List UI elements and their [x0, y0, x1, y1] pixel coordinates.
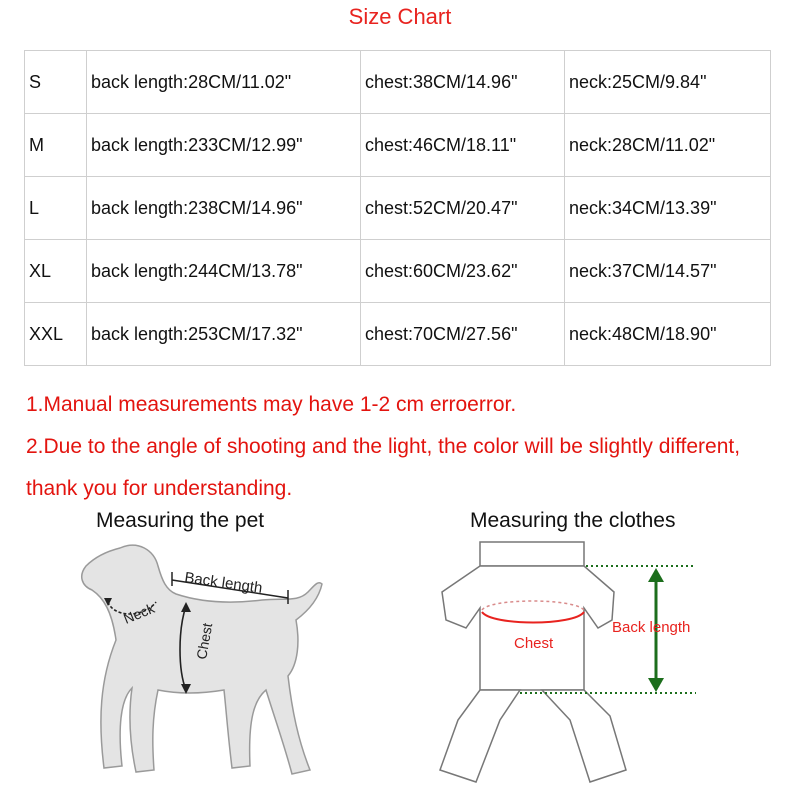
- size-cell: S: [25, 51, 87, 114]
- table-row: [25, 114, 771, 177]
- chest-label: Chest: [193, 621, 216, 661]
- size-cell: XL: [25, 240, 87, 303]
- chest-cell: chest:38CM/14.96": [361, 51, 565, 114]
- table-row: [25, 51, 771, 114]
- clothes-measure-figure: [436, 534, 700, 796]
- notes: [26, 384, 786, 510]
- chest-cell: chest:60CM/23.62": [361, 240, 565, 303]
- back-length-cell: back length:233CM/12.99": [87, 114, 361, 177]
- neck-cell: neck:25CM/9.84": [565, 51, 771, 114]
- neck-cell: neck:28CM/11.02": [565, 114, 771, 177]
- table-row: [25, 240, 771, 303]
- clothes-figure-title: Measuring the clothes: [470, 509, 676, 532]
- clothes-chest-label: Chest: [514, 635, 554, 652]
- table-row: [25, 177, 771, 240]
- size-cell: M: [25, 114, 87, 177]
- size-cell: L: [25, 177, 87, 240]
- back-length-label: Back length: [183, 569, 264, 597]
- size-table: [24, 50, 771, 366]
- pet-measure-figure: [60, 534, 340, 796]
- chest-cell: chest:70CM/27.56": [361, 303, 565, 366]
- neck-cell: neck:37CM/14.57": [565, 240, 771, 303]
- chest-cell: chest:52CM/20.47": [361, 177, 565, 240]
- table-row: [25, 303, 771, 366]
- back-length-cell: back length:238CM/14.96": [87, 177, 361, 240]
- note-measurement: 1.Manual measurements may have 1-2 cm erroerror.: [26, 393, 517, 416]
- back-length-cell: back length:253CM/17.32": [87, 303, 361, 366]
- size-chart-title: Size Chart: [348, 4, 452, 29]
- back-length-cell: back length:244CM/13.78": [87, 240, 361, 303]
- neck-cell: neck:34CM/13.39": [565, 177, 771, 240]
- neck-cell: neck:48CM/18.90": [565, 303, 771, 366]
- chest-cell: chest:46CM/18.11": [361, 114, 565, 177]
- size-cell: XXL: [25, 303, 87, 366]
- note-color: 2.Due to the angle of shooting and the light, the color will be slightly different, thank you for understanding.: [26, 435, 741, 500]
- neck-label: Neck: [121, 599, 157, 627]
- clothes-back-length-label: Back length: [612, 619, 691, 636]
- garment-outline-icon: [440, 542, 626, 782]
- back-length-cell: back length:28CM/11.02": [87, 51, 361, 114]
- pet-figure-title: Measuring the pet: [96, 509, 265, 532]
